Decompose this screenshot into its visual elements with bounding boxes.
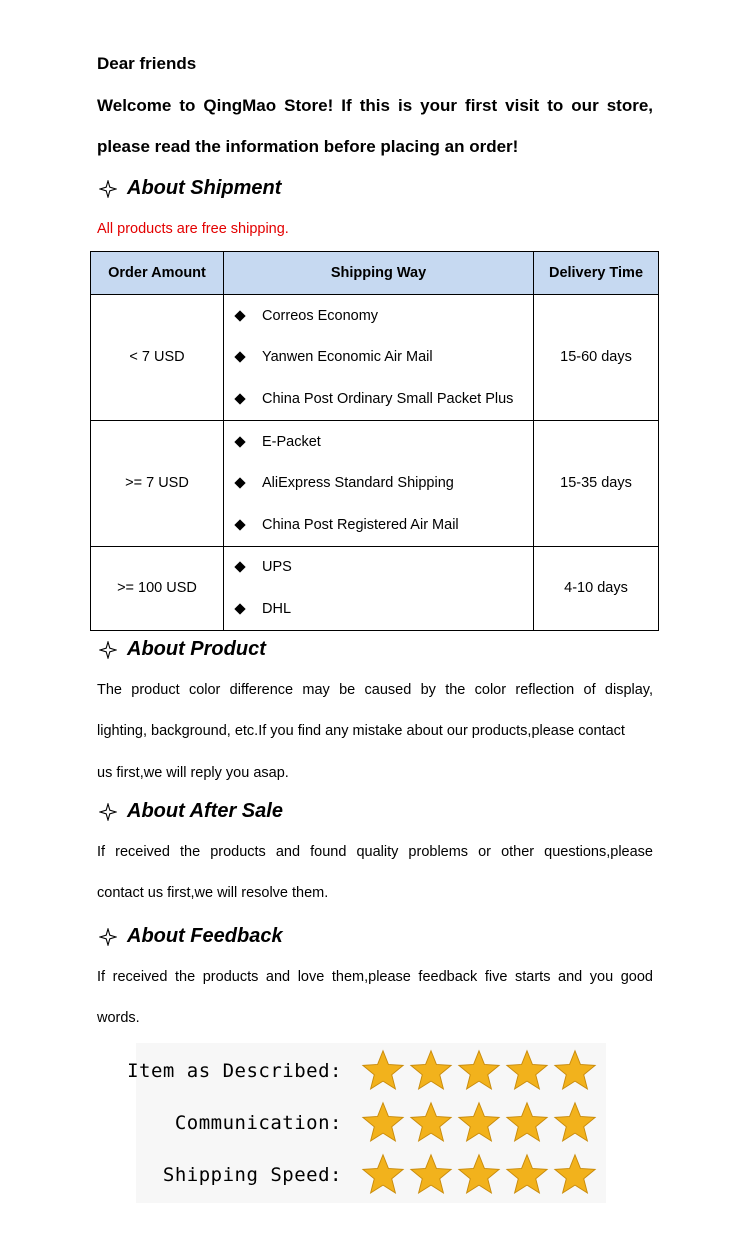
- shipping-method: AliExpress Standard Shipping: [262, 475, 454, 491]
- list-item: [232, 547, 533, 589]
- rating-label: Shipping Speed:: [162, 1164, 342, 1186]
- shipment-heading-text: About Shipment: [127, 177, 282, 199]
- gold-star-icon: [456, 1152, 502, 1198]
- after-sale-line-1: If received the products and found quality problems or other questions,please: [97, 844, 653, 860]
- ratings-panel: [127, 1043, 606, 1203]
- shipment-heading: [97, 177, 281, 200]
- gold-star-icon: [552, 1152, 598, 1198]
- order-amount-cell: >= 7 USD: [91, 420, 224, 546]
- shipping-method: UPS: [262, 559, 292, 576]
- list-item: [232, 504, 533, 546]
- gold-star-icon: [552, 1048, 598, 1094]
- list-item: [232, 588, 533, 630]
- after-sale-line-2: contact us first,we will resolve them.: [97, 885, 329, 901]
- product-line-1: The product color difference may be caused by the color reflection of display,: [97, 682, 653, 698]
- welcome-line-2: please read the information before placing an order!: [97, 137, 519, 156]
- star-rating: [360, 1152, 600, 1198]
- rating-row: [136, 1098, 606, 1148]
- star-rating: [360, 1100, 600, 1146]
- header-delivery-time: Delivery Time: [534, 252, 659, 295]
- table-row: [91, 420, 659, 546]
- diamond-bullet-icon: [234, 352, 245, 363]
- shipping-way-cell: [224, 295, 534, 421]
- gold-star-icon: [504, 1048, 550, 1094]
- header-order-amount: Order Amount: [91, 252, 224, 295]
- header-shipping-way: Shipping Way: [224, 252, 534, 295]
- list-item: [232, 295, 533, 337]
- shipping-method: E-Packet: [262, 433, 321, 450]
- four-point-star-icon: [99, 180, 117, 198]
- order-amount-cell: < 7 USD: [91, 295, 224, 421]
- rating-row: [136, 1150, 606, 1200]
- shipping-method: Yanwen Economic Air Mail: [262, 349, 433, 366]
- shipping-method: DHL: [262, 600, 292, 617]
- free-shipping-note: All products are free shipping.: [97, 221, 289, 237]
- table-row: [91, 546, 659, 630]
- order-amount-cell: >= 100 USD: [91, 546, 224, 630]
- feedback-heading: [97, 925, 283, 948]
- rating-label: Communication:: [174, 1112, 342, 1134]
- product-heading: [97, 638, 266, 661]
- feedback-heading-text: About Feedback: [127, 925, 283, 947]
- delivery-time-cell: 15-35 days: [534, 420, 659, 546]
- list-item: [232, 421, 533, 463]
- table-row: [91, 295, 659, 421]
- diamond-bullet-icon: [234, 436, 245, 447]
- four-point-star-icon: [99, 928, 117, 946]
- shipping-table: [90, 251, 659, 631]
- diamond-bullet-icon: [234, 519, 245, 530]
- diamond-bullet-icon: [234, 393, 245, 404]
- gold-star-icon: [504, 1152, 550, 1198]
- feedback-line-2: words.: [97, 1010, 140, 1026]
- list-item: [232, 462, 533, 504]
- shipping-method: Correos Economy: [262, 307, 379, 324]
- gold-star-icon: [408, 1100, 454, 1146]
- shipping-method: China Post Ordinary Small Packet Plus: [262, 390, 514, 407]
- diamond-bullet-icon: [234, 477, 245, 488]
- diamond-bullet-icon: [234, 562, 245, 573]
- after-sale-heading: [97, 800, 283, 823]
- rating-label: Item as Described:: [127, 1060, 342, 1082]
- gold-star-icon: [504, 1100, 550, 1146]
- gold-star-icon: [408, 1152, 454, 1198]
- shipping-way-cell: [224, 546, 534, 630]
- gold-star-icon: [456, 1100, 502, 1146]
- shipping-method: China Post Registered Air Mail: [262, 516, 459, 533]
- list-item: [232, 337, 533, 379]
- diamond-bullet-icon: [234, 603, 245, 614]
- product-heading-text: About Product: [127, 638, 266, 660]
- greeting: Dear friends: [97, 54, 197, 73]
- gold-star-icon: [552, 1100, 598, 1146]
- product-line-3: us first,we will reply you asap.: [97, 765, 289, 781]
- delivery-time-cell: 15-60 days: [534, 295, 659, 421]
- rating-row: [127, 1046, 606, 1096]
- diamond-bullet-icon: [234, 310, 245, 321]
- four-point-star-icon: [99, 641, 117, 659]
- gold-star-icon: [360, 1100, 406, 1146]
- gold-star-icon: [360, 1048, 406, 1094]
- table-header-row: [91, 252, 659, 295]
- gold-star-icon: [408, 1048, 454, 1094]
- four-point-star-icon: [99, 803, 117, 821]
- gold-star-icon: [456, 1048, 502, 1094]
- gold-star-icon: [360, 1152, 406, 1198]
- product-line-2: lighting, background, etc.If you find any mistake about our products,please contact: [97, 723, 625, 739]
- after-sale-heading-text: About After Sale: [127, 800, 283, 822]
- shipping-way-cell: [224, 420, 534, 546]
- welcome-line-1: Welcome to QingMao Store! If this is your first visit to our store,: [97, 96, 653, 115]
- star-rating: [360, 1048, 600, 1094]
- list-item: [232, 378, 533, 420]
- feedback-line-1: If received the products and love them,please feedback five starts and you good: [97, 969, 653, 985]
- delivery-time-cell: 4-10 days: [534, 546, 659, 630]
